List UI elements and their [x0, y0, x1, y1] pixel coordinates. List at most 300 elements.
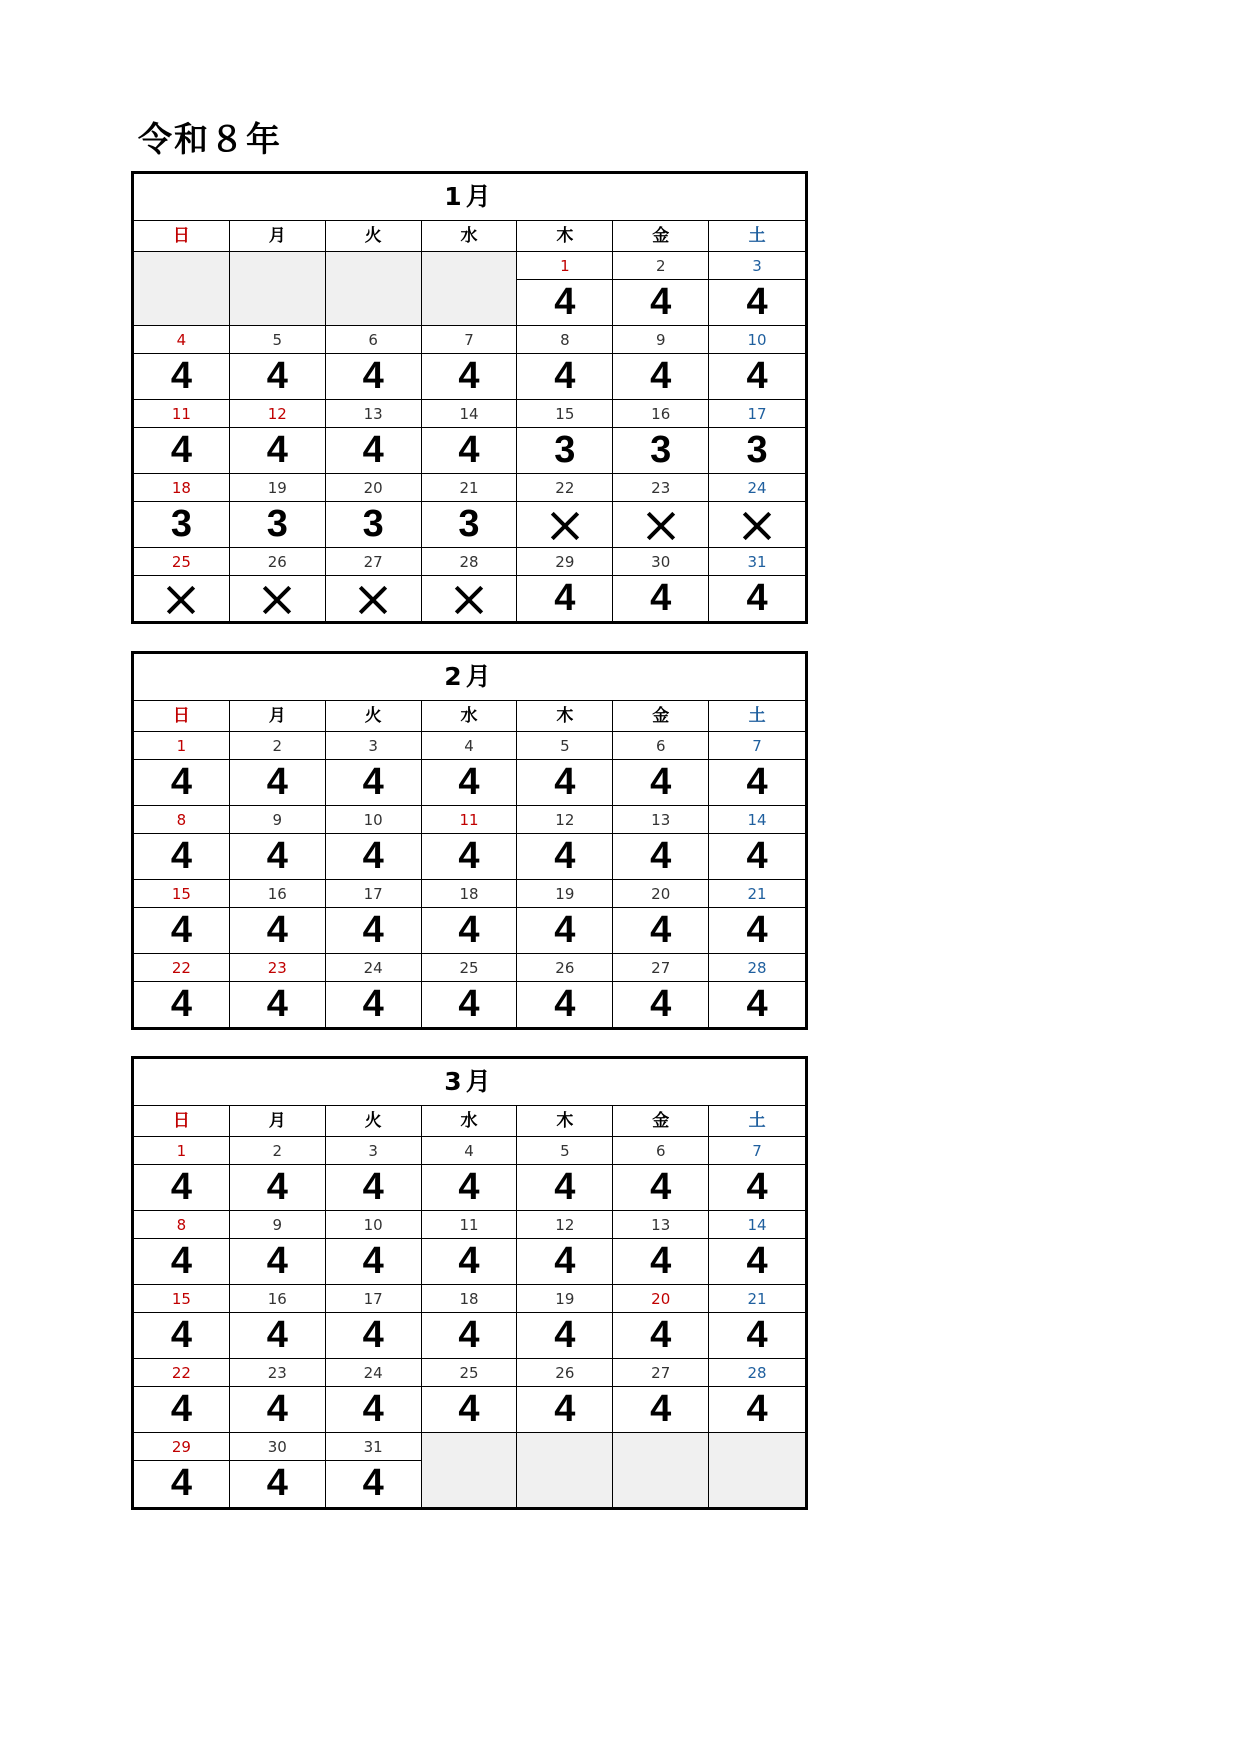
availability-count: 4 [650, 761, 672, 803]
day-number: 11 [422, 806, 517, 834]
day-number: 12 [517, 806, 612, 834]
day-number: 27 [613, 954, 708, 982]
unavailable-mark [326, 576, 421, 621]
availability-count: 4 [362, 1462, 384, 1504]
day-number: 25 [422, 954, 517, 982]
day-cell [134, 1137, 230, 1211]
day-cell [709, 806, 805, 880]
weekday-label: 木 [517, 701, 613, 732]
day-number: 30 [613, 548, 708, 576]
availability-count: 4 [650, 1314, 672, 1356]
availability-count: 4 [266, 1166, 288, 1208]
day-number: 7 [709, 732, 805, 760]
day-cell [230, 400, 326, 474]
week-row [134, 732, 805, 806]
day-cell [422, 732, 518, 806]
day-number: 23 [230, 1359, 325, 1387]
availability-count: 4 [458, 983, 480, 1025]
day-number: 13 [613, 806, 708, 834]
day-number: 19 [517, 1285, 612, 1313]
day-cell [517, 1137, 613, 1211]
availability-count: 4 [362, 1166, 384, 1208]
day-number: 22 [517, 474, 612, 502]
availability-count: 4 [554, 577, 576, 619]
weekday-label: 火 [326, 221, 422, 252]
unavailable-mark [517, 502, 612, 547]
day-number: 18 [422, 880, 517, 908]
day-cell [326, 326, 422, 400]
day-cell [230, 806, 326, 880]
week-row [134, 548, 805, 621]
day-cell [613, 732, 709, 806]
day-cell [134, 400, 230, 474]
availability-count: 4 [170, 1314, 192, 1356]
day-number: 26 [517, 1359, 612, 1387]
availability-count: 4 [746, 1166, 768, 1208]
day-number: 24 [326, 1359, 421, 1387]
day-cell [517, 548, 613, 621]
day-number: 9 [613, 326, 708, 354]
day-number: 17 [709, 400, 805, 428]
day-number: 22 [134, 1359, 229, 1387]
week-row [134, 400, 805, 474]
day-cell [517, 732, 613, 806]
day-cell [613, 1285, 709, 1359]
empty-day-cell [134, 252, 230, 326]
day-number: 2 [613, 252, 708, 280]
availability-count: 4 [362, 1314, 384, 1356]
day-number: 12 [230, 400, 325, 428]
day-cell [422, 400, 518, 474]
availability-count: 4 [170, 355, 192, 397]
weekday-label: 木 [517, 221, 613, 252]
day-cell [230, 1359, 326, 1433]
availability-count: 3 [458, 503, 480, 545]
day-cell [422, 548, 518, 621]
week-row [134, 1137, 805, 1211]
day-cell [326, 400, 422, 474]
cross-icon [742, 511, 772, 541]
day-cell [517, 954, 613, 1027]
availability-count: 4 [650, 1388, 672, 1430]
weekday-label: 金 [613, 221, 709, 252]
day-number: 4 [422, 1137, 517, 1165]
day-cell [709, 1211, 805, 1285]
unavailable-mark [230, 576, 325, 621]
availability-count: 4 [650, 1240, 672, 1282]
day-cell [326, 474, 422, 548]
day-number: 27 [326, 548, 421, 576]
day-number: 4 [422, 732, 517, 760]
weekday-label: 土 [709, 1106, 805, 1137]
availability-count: 4 [170, 429, 192, 471]
day-number: 15 [517, 400, 612, 428]
day-cell [709, 1285, 805, 1359]
day-cell [230, 1433, 326, 1507]
availability-count: 4 [266, 983, 288, 1025]
week-row [134, 326, 805, 400]
empty-day-cell [230, 252, 326, 326]
day-number: 14 [422, 400, 517, 428]
day-cell [134, 806, 230, 880]
day-number: 5 [517, 1137, 612, 1165]
availability-count: 4 [554, 983, 576, 1025]
day-number: 21 [709, 1285, 805, 1313]
day-cell [326, 1137, 422, 1211]
day-number: 23 [613, 474, 708, 502]
availability-count: 4 [266, 1314, 288, 1356]
day-cell [422, 474, 518, 548]
day-number: 9 [230, 806, 325, 834]
day-number: 18 [134, 474, 229, 502]
day-cell [613, 1359, 709, 1433]
day-cell [613, 1137, 709, 1211]
availability-count: 4 [458, 909, 480, 951]
day-number: 8 [134, 806, 229, 834]
day-cell [517, 1359, 613, 1433]
day-number: 10 [709, 326, 805, 354]
availability-count: 4 [362, 1388, 384, 1430]
day-cell [134, 1433, 230, 1507]
weekday-label: 火 [326, 701, 422, 732]
availability-count: 4 [266, 355, 288, 397]
availability-count: 4 [746, 983, 768, 1025]
week-row [134, 252, 805, 326]
day-number: 29 [134, 1433, 229, 1461]
day-cell [326, 548, 422, 621]
availability-count: 4 [170, 983, 192, 1025]
weekday-label: 月 [230, 701, 326, 732]
day-cell [709, 954, 805, 1027]
availability-count: 4 [554, 1314, 576, 1356]
availability-count: 4 [650, 835, 672, 877]
availability-count: 4 [266, 1462, 288, 1504]
day-cell [230, 954, 326, 1027]
availability-count: 4 [362, 429, 384, 471]
day-number: 9 [230, 1211, 325, 1239]
day-cell [326, 1211, 422, 1285]
availability-count: 4 [650, 355, 672, 397]
week-row [134, 880, 805, 954]
day-number: 11 [422, 1211, 517, 1239]
day-cell [422, 806, 518, 880]
day-cell [230, 1285, 326, 1359]
empty-day-cell [422, 1433, 518, 1507]
weekday-label: 月 [230, 1106, 326, 1137]
day-number: 26 [517, 954, 612, 982]
day-cell [517, 1285, 613, 1359]
weekday-label: 金 [613, 701, 709, 732]
day-cell [134, 1359, 230, 1433]
day-cell [422, 326, 518, 400]
availability-count: 4 [170, 1166, 192, 1208]
day-number: 2 [230, 732, 325, 760]
availability-count: 4 [266, 1240, 288, 1282]
month-calendar [131, 1056, 808, 1510]
day-cell [613, 400, 709, 474]
day-cell [230, 474, 326, 548]
day-cell [709, 400, 805, 474]
month-title: 1月 [134, 174, 805, 221]
week-row [134, 954, 805, 1027]
day-number: 22 [134, 954, 229, 982]
day-number: 20 [326, 474, 421, 502]
month-calendar [131, 651, 808, 1030]
day-number: 25 [422, 1359, 517, 1387]
day-cell [517, 880, 613, 954]
cross-icon [358, 585, 388, 615]
availability-count: 4 [458, 761, 480, 803]
day-number: 15 [134, 880, 229, 908]
day-number: 11 [134, 400, 229, 428]
day-cell [230, 1137, 326, 1211]
availability-count: 4 [362, 355, 384, 397]
day-cell [134, 474, 230, 548]
day-number: 21 [422, 474, 517, 502]
weekday-label: 日 [134, 1106, 230, 1137]
day-cell [326, 732, 422, 806]
month-title: 3月 [134, 1059, 805, 1106]
month-title: 2月 [134, 654, 805, 701]
day-cell [230, 880, 326, 954]
weekday-label: 金 [613, 1106, 709, 1137]
day-cell [517, 400, 613, 474]
day-cell [613, 548, 709, 621]
cross-icon [166, 585, 196, 615]
day-number: 10 [326, 1211, 421, 1239]
availability-count: 4 [650, 577, 672, 619]
day-cell [613, 474, 709, 548]
availability-count: 4 [554, 281, 576, 323]
day-number: 30 [230, 1433, 325, 1461]
day-cell [422, 1285, 518, 1359]
day-number: 7 [709, 1137, 805, 1165]
weekday-label: 水 [422, 1106, 518, 1137]
day-cell [230, 326, 326, 400]
availability-count: 4 [746, 577, 768, 619]
unavailable-mark [613, 502, 708, 547]
cross-icon [454, 585, 484, 615]
month-calendar [131, 171, 808, 624]
availability-count: 4 [458, 355, 480, 397]
day-number: 19 [517, 880, 612, 908]
day-cell [326, 1359, 422, 1433]
day-cell [709, 880, 805, 954]
weekday-header-row [134, 1106, 805, 1137]
week-row [134, 1285, 805, 1359]
day-cell [422, 1137, 518, 1211]
day-cell [613, 1211, 709, 1285]
page-title: 令和８年 [138, 120, 282, 160]
availability-count: 4 [746, 761, 768, 803]
day-number: 13 [613, 1211, 708, 1239]
availability-count: 4 [362, 983, 384, 1025]
day-number: 8 [517, 326, 612, 354]
day-number: 1 [134, 732, 229, 760]
availability-count: 4 [650, 909, 672, 951]
day-cell [134, 326, 230, 400]
weekday-label: 日 [134, 221, 230, 252]
day-cell [422, 880, 518, 954]
weekday-label: 土 [709, 701, 805, 732]
day-number: 16 [613, 400, 708, 428]
availability-count: 4 [266, 835, 288, 877]
day-cell [422, 954, 518, 1027]
day-cell [326, 1433, 422, 1507]
day-cell [326, 1285, 422, 1359]
day-number: 3 [709, 252, 805, 280]
day-cell [422, 1211, 518, 1285]
day-number: 19 [230, 474, 325, 502]
day-cell [134, 548, 230, 621]
day-cell [326, 806, 422, 880]
day-number: 6 [613, 1137, 708, 1165]
availability-count: 4 [746, 835, 768, 877]
day-number: 16 [230, 1285, 325, 1313]
day-number: 7 [422, 326, 517, 354]
day-cell [230, 548, 326, 621]
day-number: 5 [517, 732, 612, 760]
day-number: 6 [613, 732, 708, 760]
day-number: 28 [709, 1359, 805, 1387]
empty-day-cell [326, 252, 422, 326]
availability-count: 4 [650, 281, 672, 323]
availability-count: 4 [170, 1388, 192, 1430]
day-number: 29 [517, 548, 612, 576]
day-cell [613, 806, 709, 880]
availability-count: 4 [170, 1462, 192, 1504]
weekday-label: 土 [709, 221, 805, 252]
day-number: 13 [326, 400, 421, 428]
day-number: 20 [613, 1285, 708, 1313]
availability-count: 4 [170, 835, 192, 877]
day-number: 14 [709, 1211, 805, 1239]
day-number: 24 [326, 954, 421, 982]
availability-count: 4 [554, 835, 576, 877]
day-cell [613, 880, 709, 954]
weekday-header-row [134, 221, 805, 252]
availability-count: 4 [746, 1240, 768, 1282]
day-number: 24 [709, 474, 805, 502]
availability-count: 4 [554, 1166, 576, 1208]
empty-day-cell [709, 1433, 805, 1507]
day-number: 4 [134, 326, 229, 354]
day-number: 5 [230, 326, 325, 354]
day-cell [326, 954, 422, 1027]
availability-count: 4 [170, 761, 192, 803]
unavailable-mark [134, 576, 229, 621]
day-cell [709, 474, 805, 548]
day-cell [517, 474, 613, 548]
availability-count: 3 [650, 429, 672, 471]
day-number: 27 [613, 1359, 708, 1387]
day-cell [709, 252, 805, 326]
day-cell [517, 1211, 613, 1285]
day-number: 26 [230, 548, 325, 576]
day-number: 14 [709, 806, 805, 834]
availability-count: 3 [170, 503, 192, 545]
availability-count: 4 [458, 835, 480, 877]
day-cell [134, 1285, 230, 1359]
day-cell [134, 1211, 230, 1285]
week-row [134, 1359, 805, 1433]
availability-count: 4 [266, 909, 288, 951]
empty-day-cell [613, 1433, 709, 1507]
day-cell [613, 326, 709, 400]
day-cell [613, 954, 709, 1027]
week-row [134, 474, 805, 548]
day-number: 12 [517, 1211, 612, 1239]
day-number: 28 [709, 954, 805, 982]
week-row [134, 806, 805, 880]
day-cell [709, 1137, 805, 1211]
weekday-header-row [134, 701, 805, 732]
day-cell [709, 1359, 805, 1433]
availability-count: 4 [650, 983, 672, 1025]
day-cell [230, 732, 326, 806]
day-number: 18 [422, 1285, 517, 1313]
availability-count: 4 [362, 909, 384, 951]
day-cell [517, 252, 613, 326]
availability-count: 3 [554, 429, 576, 471]
availability-count: 4 [458, 1314, 480, 1356]
day-number: 1 [134, 1137, 229, 1165]
day-number: 31 [326, 1433, 421, 1461]
availability-count: 4 [458, 1388, 480, 1430]
availability-count: 4 [458, 1240, 480, 1282]
availability-count: 4 [746, 1314, 768, 1356]
day-cell [517, 326, 613, 400]
availability-count: 4 [554, 355, 576, 397]
day-number: 28 [422, 548, 517, 576]
day-cell [709, 732, 805, 806]
availability-count: 3 [362, 503, 384, 545]
empty-day-cell [517, 1433, 613, 1507]
cross-icon [646, 511, 676, 541]
day-cell [422, 1359, 518, 1433]
day-cell [230, 1211, 326, 1285]
day-number: 20 [613, 880, 708, 908]
day-cell [709, 548, 805, 621]
availability-count: 4 [746, 281, 768, 323]
availability-count: 4 [170, 909, 192, 951]
availability-count: 4 [170, 1240, 192, 1282]
day-number: 21 [709, 880, 805, 908]
availability-count: 4 [266, 1388, 288, 1430]
weekday-label: 月 [230, 221, 326, 252]
availability-count: 4 [746, 355, 768, 397]
day-number: 17 [326, 1285, 421, 1313]
day-number: 25 [134, 548, 229, 576]
day-cell [134, 880, 230, 954]
availability-count: 4 [746, 1388, 768, 1430]
unavailable-mark [422, 576, 517, 621]
availability-count: 4 [266, 761, 288, 803]
availability-count: 4 [746, 909, 768, 951]
cross-icon [262, 585, 292, 615]
day-cell [613, 252, 709, 326]
day-cell [709, 326, 805, 400]
day-number: 6 [326, 326, 421, 354]
weekday-label: 火 [326, 1106, 422, 1137]
day-number: 8 [134, 1211, 229, 1239]
availability-count: 4 [554, 909, 576, 951]
availability-count: 4 [362, 835, 384, 877]
day-number: 2 [230, 1137, 325, 1165]
day-number: 17 [326, 880, 421, 908]
availability-count: 4 [554, 1388, 576, 1430]
day-number: 3 [326, 1137, 421, 1165]
